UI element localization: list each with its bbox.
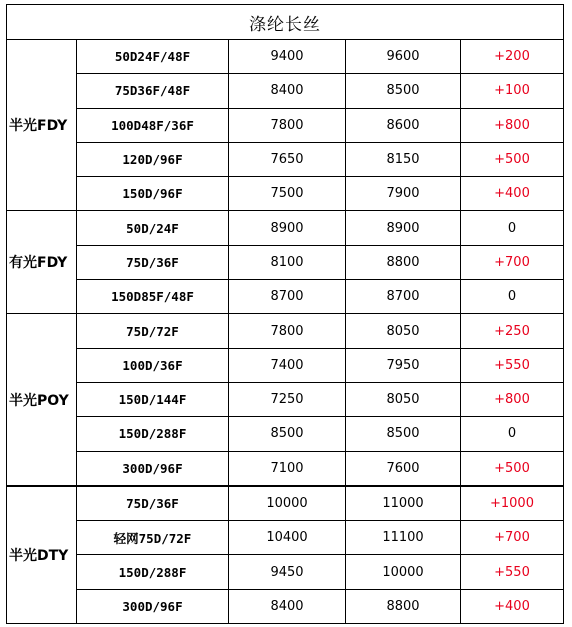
price-table-container bbox=[6, 4, 564, 624]
change-cell: +700 bbox=[461, 245, 564, 279]
change-cell: +200 bbox=[461, 40, 564, 74]
table-row bbox=[7, 314, 564, 348]
spec-cell: 120D/96F bbox=[77, 142, 229, 176]
price-cell-2: 8150 bbox=[346, 142, 461, 176]
price-cell-1: 7100 bbox=[229, 451, 346, 486]
price-cell-2: 7900 bbox=[346, 177, 461, 211]
spec-cell: 150D/288F bbox=[77, 417, 229, 451]
price-cell-1: 7800 bbox=[229, 108, 346, 142]
table-row bbox=[7, 521, 564, 555]
price-cell-1: 8500 bbox=[229, 417, 346, 451]
price-cell-2: 8900 bbox=[346, 211, 461, 245]
spec-cell: 150D/144F bbox=[77, 382, 229, 416]
spec-cell: 轻网75D/72F bbox=[77, 521, 229, 555]
table-row bbox=[7, 177, 564, 211]
table-row bbox=[7, 211, 564, 245]
spec-cell: 50D24F/48F bbox=[77, 40, 229, 74]
table-row bbox=[7, 142, 564, 176]
price-cell-1: 7500 bbox=[229, 177, 346, 211]
table-title: 涤纶长丝 bbox=[7, 5, 564, 40]
group-label: 半光POY bbox=[7, 314, 77, 486]
change-cell: +800 bbox=[461, 382, 564, 416]
table-row bbox=[7, 451, 564, 486]
price-table bbox=[6, 4, 564, 624]
table-row bbox=[7, 417, 564, 451]
group-label: 半光FDY bbox=[7, 40, 77, 211]
price-cell-2: 10000 bbox=[346, 555, 461, 589]
table-row bbox=[7, 348, 564, 382]
change-cell: +550 bbox=[461, 555, 564, 589]
price-cell-2: 11100 bbox=[346, 521, 461, 555]
table-row bbox=[7, 108, 564, 142]
price-cell-1: 10400 bbox=[229, 521, 346, 555]
price-cell-1: 8400 bbox=[229, 74, 346, 108]
change-cell: +400 bbox=[461, 177, 564, 211]
change-cell: +500 bbox=[461, 451, 564, 486]
change-cell: +550 bbox=[461, 348, 564, 382]
spec-cell: 75D/72F bbox=[77, 314, 229, 348]
table-row bbox=[7, 280, 564, 314]
change-cell: +250 bbox=[461, 314, 564, 348]
change-cell: 0 bbox=[461, 280, 564, 314]
title-row bbox=[7, 5, 564, 40]
price-cell-2: 7950 bbox=[346, 348, 461, 382]
price-cell-2: 8050 bbox=[346, 314, 461, 348]
price-cell-1: 7650 bbox=[229, 142, 346, 176]
table-row bbox=[7, 245, 564, 279]
price-cell-1: 8400 bbox=[229, 589, 346, 623]
change-cell: +800 bbox=[461, 108, 564, 142]
spec-cell: 100D/36F bbox=[77, 348, 229, 382]
spec-cell: 75D36F/48F bbox=[77, 74, 229, 108]
group-label: 有光FDY bbox=[7, 211, 77, 314]
price-cell-2: 8050 bbox=[346, 382, 461, 416]
change-cell: +400 bbox=[461, 589, 564, 623]
price-cell-2: 9600 bbox=[346, 40, 461, 74]
price-cell-2: 8800 bbox=[346, 589, 461, 623]
spec-cell: 75D/36F bbox=[77, 486, 229, 521]
price-cell-2: 11000 bbox=[346, 486, 461, 521]
price-cell-2: 8800 bbox=[346, 245, 461, 279]
change-cell: +100 bbox=[461, 74, 564, 108]
price-cell-2: 8600 bbox=[346, 108, 461, 142]
change-cell: 0 bbox=[461, 417, 564, 451]
spec-cell: 300D/96F bbox=[77, 451, 229, 486]
spec-cell: 100D48F/36F bbox=[77, 108, 229, 142]
price-cell-1: 8900 bbox=[229, 211, 346, 245]
price-cell-2: 8500 bbox=[346, 74, 461, 108]
table-row bbox=[7, 486, 564, 521]
price-cell-1: 8700 bbox=[229, 280, 346, 314]
spec-cell: 300D/96F bbox=[77, 589, 229, 623]
spec-cell: 150D85F/48F bbox=[77, 280, 229, 314]
table-row bbox=[7, 589, 564, 623]
spec-cell: 150D/288F bbox=[77, 555, 229, 589]
price-cell-1: 7800 bbox=[229, 314, 346, 348]
change-cell: +500 bbox=[461, 142, 564, 176]
table-row bbox=[7, 40, 564, 74]
spec-cell: 75D/36F bbox=[77, 245, 229, 279]
table-row bbox=[7, 382, 564, 416]
price-cell-2: 7600 bbox=[346, 451, 461, 486]
price-cell-1: 9450 bbox=[229, 555, 346, 589]
price-cell-1: 7250 bbox=[229, 382, 346, 416]
price-cell-2: 8500 bbox=[346, 417, 461, 451]
table-row bbox=[7, 555, 564, 589]
price-cell-1: 8100 bbox=[229, 245, 346, 279]
change-cell: 0 bbox=[461, 211, 564, 245]
change-cell: +700 bbox=[461, 521, 564, 555]
price-cell-1: 10000 bbox=[229, 486, 346, 521]
price-cell-2: 8700 bbox=[346, 280, 461, 314]
price-cell-1: 7400 bbox=[229, 348, 346, 382]
change-cell: +1000 bbox=[461, 486, 564, 521]
group-label: 半光DTY bbox=[7, 486, 77, 624]
table-row bbox=[7, 74, 564, 108]
spec-cell: 150D/96F bbox=[77, 177, 229, 211]
spec-cell: 50D/24F bbox=[77, 211, 229, 245]
price-cell-1: 9400 bbox=[229, 40, 346, 74]
